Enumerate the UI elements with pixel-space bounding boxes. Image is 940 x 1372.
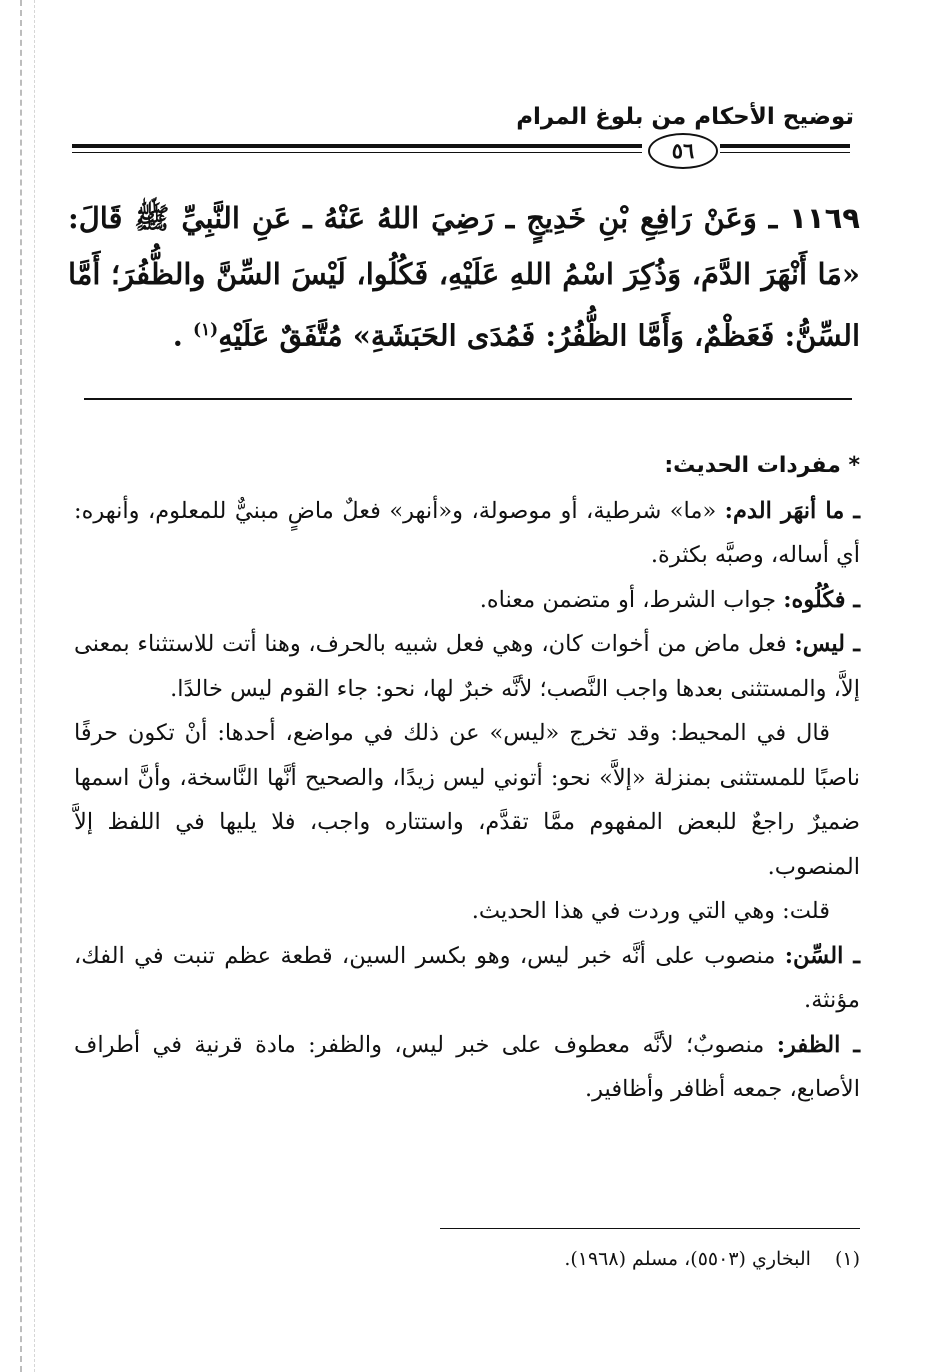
vocab-text: منصوب على أنَّه خبر ليس، وهو بكسر السين، قطعة عظم تنبت في الفك، مؤنثة. bbox=[74, 942, 860, 1013]
page-number: ٥٦ bbox=[648, 133, 718, 169]
vocab-text: «ما» شرطية، أو موصولة، و«أنهر» فعلٌ ماضٍ مبنيٌّ للمعلوم، وأنهره: أي أساله، وصبَّه بكثرة. bbox=[74, 497, 860, 568]
hadith-block bbox=[68, 190, 860, 364]
hadith-number-dash: ـ bbox=[756, 201, 778, 235]
hadith-number: ١١٦٩ bbox=[789, 201, 860, 235]
binding-gutter-line bbox=[20, 0, 22, 1372]
footnote-text: البخاري (٥٥٠٣)، مسلم (١٩٦٨). bbox=[564, 1248, 811, 1270]
vocab-entry bbox=[74, 622, 860, 711]
commentary-text: قلت: وهي التي وردت في هذا الحديث. bbox=[471, 898, 830, 924]
hadith-end: . bbox=[172, 318, 193, 353]
footnote-rule bbox=[440, 1228, 860, 1229]
footnote bbox=[200, 1248, 860, 1270]
vocab-entry bbox=[74, 489, 860, 578]
header-rule-right bbox=[720, 144, 850, 153]
vocab-entry bbox=[74, 578, 860, 623]
vocab-entry bbox=[74, 1023, 860, 1112]
vocab-term: ـ السِّن: bbox=[784, 942, 860, 969]
header-rule-left bbox=[72, 144, 642, 153]
commentary-text: قال في المحيط: وقد تخرج «ليس» عن ذلك في مواضع، أحدها: أنْ تكون حرفًا ناصبًا للمستثنى بمنزلة «إلاَّ» نحو: أتوني ليس زيدًا، والصحيح أنَّها النَّاسخة، وأنَّ اسمها ضميرٌ راجعٌ للبعض المفهوم ممَّا تقدَّم، واستتاره واجب، فلا يليها في اللفظ إلاَّ المنصوب. bbox=[74, 720, 860, 880]
footnote-marker: (١) bbox=[192, 320, 219, 340]
page-header bbox=[70, 88, 860, 178]
hadith-text: وَعَنْ رَافِعِ بْنِ خَدِيجٍ ـ رَضِيَ اللهُ عَنْهُ ـ عَنِ النَّبِيِّ ﷺ قَالَ: «مَا أَنْهَرَ الدَّمَ، وَذُكِرَ اسْمُ اللهِ عَلَيْهِ، فَكُلُوا، لَيْسَ السِّنَّ والظُّفُرَ؛ أَمَّا السِّنُّ: فَعَظْمٌ، وَأَمَّا الظُّفُرُ: فَمُدَى الحَبَشَةِ» مُتَّفَقٌ عَلَيْهِ bbox=[68, 201, 860, 353]
vocabulary-section bbox=[74, 444, 860, 1112]
footnote-number: (١) bbox=[834, 1248, 860, 1270]
hadith-separator-rule bbox=[84, 398, 852, 400]
vocab-term: ـ فكُلُوه: bbox=[783, 586, 860, 613]
binding-gutter-line-inner bbox=[34, 0, 35, 1372]
vocab-term: ـ الظفر: bbox=[776, 1031, 860, 1058]
vocab-entry bbox=[74, 934, 860, 1023]
commentary-paragraph bbox=[74, 889, 860, 934]
commentary-paragraph bbox=[74, 711, 860, 889]
vocab-text: منصوبٌ؛ لأنَّه معطوف على خبر ليس، والظفر: مادة قرنية في أطراف الأصابع، جمعه أظافر وأظافير. bbox=[74, 1031, 860, 1102]
section-heading: * مفردات الحديث: bbox=[664, 453, 860, 478]
vocab-term: ـ ليس: bbox=[794, 631, 861, 657]
running-title: توضيح الأحكام من بلوغ المرام bbox=[516, 104, 854, 130]
vocab-term: ـ ما أنهَر الدم: bbox=[724, 497, 860, 524]
vocab-text: جواب الشرط، أو متضمن معناه. bbox=[479, 586, 784, 613]
vocab-text: فعل ماض من أخوات كان، وهي فعل شبيه بالحرف، وهنا أتت للاستثناء بمعنى إلاَّ، والمستثنى بعدها واجب النَّصب؛ لأنَّه خبرٌ لها، نحو: جاء القوم ليس خالدًا. bbox=[74, 631, 860, 702]
